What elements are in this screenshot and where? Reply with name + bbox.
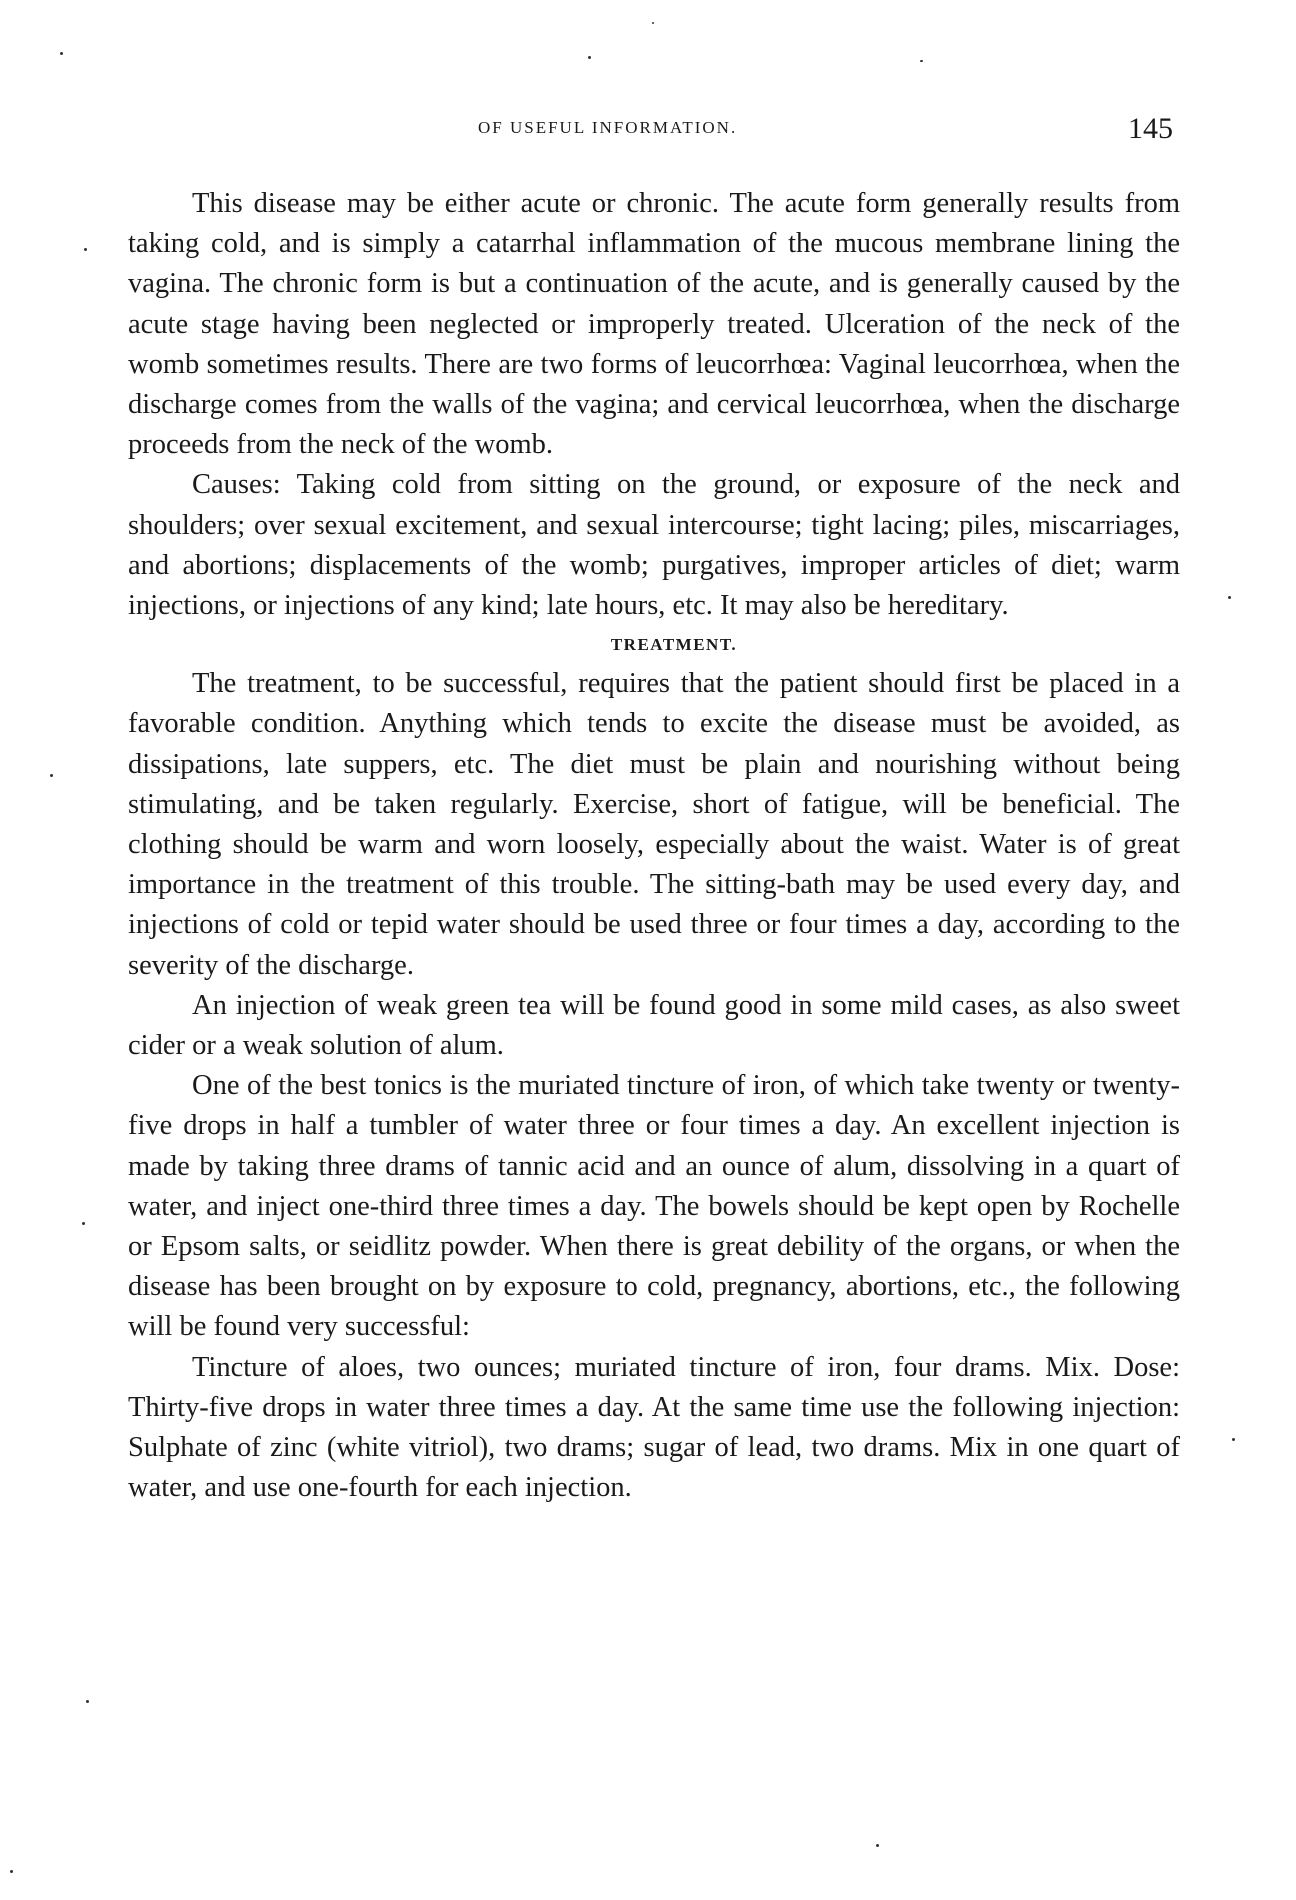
scan-speck: [84, 248, 87, 251]
scan-speck: [1228, 596, 1231, 599]
scan-speck: [10, 1870, 13, 1873]
scan-speck: [82, 1222, 85, 1225]
running-head: [0, 112, 1296, 152]
paragraph-treatment: The treatment, to be successful, requires that the patient should first be placed in a favorable condition. Anything which tends to excite the disease must be avoided, as dissipations, late suppers, etc. The diet must be plain and nourishing without being stimulating, and be taken regularly. Exercise, short of fatigue, will be beneficial. The clothing should be warm and worn loosely, especially about the waist. Water is of great importance in the treatment of this trouble. The sitting-bath may be used every day, and injections of cold or tepid water should be used three or four times a day, according to the severity of the discharge.: [128, 668, 1180, 981]
page-number: 145: [1128, 112, 1173, 145]
body-text: [128, 184, 1180, 1509]
paragraph-prescription: Tincture of aloes, two ounces; muriated tincture of iron, four drams. Mix. Dose: Thirty-five drops in water three times a day. At the same time use the following injection: Sulphate of zinc (white vitriol), two drams; sugar of lead, two drams. Mix in one quart of water, and use one-fourth for each injection.: [128, 1351, 1180, 1504]
paragraph-causes: Causes: Taking cold from sitting on the ground, or exposure of the neck and shoulders; over sexual excitement, and sexual intercourse; tight lacing; piles, miscarriages, and abortions; displacements of the womb; purgatives, improper articles of diet; warm injections, or injections of any kind; late hours, etc. It may also be hereditary.: [128, 469, 1180, 622]
scan-speck: [920, 60, 923, 62]
scan-speck: [86, 1700, 89, 1703]
scan-speck: [50, 774, 53, 777]
scan-speck: [60, 52, 63, 55]
paragraph-disease-description: This disease may be either acute or chronic. The acute form generally results from taking cold, and is simply a catarrhal inflammation of the mucous membrane lining the vagina. The chronic form is but a continuation of the acute, and is generally caused by the acute stage having been neglected or improperly treated. Ulceration of the neck of the womb sometimes results. There are two forms of leucorrhœa: Vaginal leucorrhœa, when the discharge comes from the walls of the vagina; and cervical leucorrhœa, when the discharge proceeds from the neck of the womb.: [128, 188, 1180, 461]
section-heading-treatment: TREATMENT.: [610, 635, 738, 655]
scan-speck: [652, 22, 654, 24]
scan-speck: [588, 56, 591, 59]
paragraph-tonics: One of the best tonics is the muriated tincture of iron, of which take twenty or twenty-five drops in half a tumbler of water three or four times a day. An excellent injection is made by taking three drams of tannic acid and an ounce of alum, dissolving in a quart of water, and inject one-third three times a day. The bowels should be kept open by Rochelle or Epsom salts, or seidlitz powder. When there is great debility of the organs, or when the disease has been brought on by exposure to cold, pregnancy, abortions, etc., the following will be found very successful:: [128, 1070, 1180, 1343]
paragraph-green-tea: An injection of weak green tea will be found good in some mild cases, as also sweet cider or a weak solution of alum.: [128, 989, 1180, 1062]
scan-speck: [1232, 1438, 1235, 1441]
scan-speck: [876, 1844, 879, 1847]
running-title: OF USEFUL INFORMATION.: [478, 118, 738, 137]
